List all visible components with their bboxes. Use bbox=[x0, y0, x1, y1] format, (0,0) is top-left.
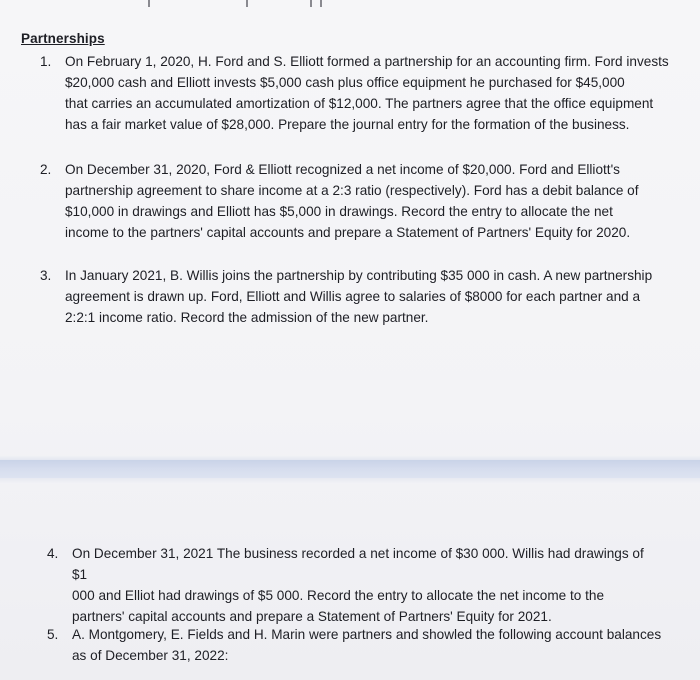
text-line: that carries an accumulated amortization of $12,000. The partners agree that the office equipment bbox=[65, 96, 654, 111]
question-text bbox=[65, 51, 670, 135]
text-line: 000 and Elliot had drawings of $5 000. Record the entry to allocate the net income to the bbox=[72, 588, 605, 603]
text-line: $10,000 in drawings and Elliott has $5,000 in drawings. Record the entry to allocate the net bbox=[65, 204, 613, 219]
edge-mark bbox=[246, 0, 248, 7]
question-number: 4. bbox=[47, 546, 59, 561]
question-text bbox=[65, 265, 670, 328]
edge-mark bbox=[148, 0, 150, 7]
question-text bbox=[72, 624, 662, 666]
text-line: In January 2021, B. Willis joins the partnership by contributing $35 000 in cash. A new partnership bbox=[65, 268, 653, 283]
text-line: $20,000 cash and Elliott invests $5,000 cash plus office equipment he purchased for $45,000 bbox=[65, 75, 625, 90]
question-number: 5. bbox=[47, 627, 59, 642]
top-edge-marks bbox=[0, 0, 700, 10]
section-heading: Partnerships bbox=[21, 31, 105, 46]
question-text bbox=[65, 159, 670, 243]
text-line: On December 31, 2021 The business recorded a net income of $30 000. Willis had drawings of $1 bbox=[72, 546, 644, 582]
text-line: On December 31, 2020, Ford & Elliott recognized a net income of $20,000. Ford and Elliott's bbox=[65, 162, 620, 177]
edge-mark bbox=[320, 0, 322, 7]
edge-mark bbox=[310, 0, 312, 7]
text-line: has a fair market value of $28,000. Prepare the journal entry for the formation of the business. bbox=[65, 117, 630, 132]
text-line: income to the partners' capital accounts and prepare a Statement of Partners' Equity for 2020. bbox=[65, 225, 631, 240]
text-line: partnership agreement to share income at a 2:3 ratio (respectively). Ford has a debit balance of bbox=[65, 183, 639, 198]
page-separator-shadow bbox=[0, 478, 700, 484]
question-number: 2. bbox=[40, 162, 52, 177]
question-text bbox=[72, 543, 662, 627]
text-line: 2:2:1 income ratio. Record the admission of the new partner. bbox=[65, 310, 429, 325]
question-number: 1. bbox=[40, 54, 52, 69]
text-line: as of December 31, 2022: bbox=[72, 648, 229, 663]
text-line: A. Montgomery, E. Fields and H. Marin were partners and showled the following account balances bbox=[72, 627, 662, 642]
text-line: agreement is drawn up. Ford, Elliott and Willis agree to salaries of $8000 for each partner and a bbox=[65, 289, 641, 304]
page-separator-band bbox=[0, 460, 700, 478]
text-line: On February 1, 2020, H. Ford and S. Elliott formed a partnership for an accounting firm. Ford invests bbox=[65, 54, 669, 69]
text-line: partners' capital accounts and prepare a Statement of Partners' Equity for 2021. bbox=[72, 609, 552, 624]
question-number: 3. bbox=[40, 268, 52, 283]
